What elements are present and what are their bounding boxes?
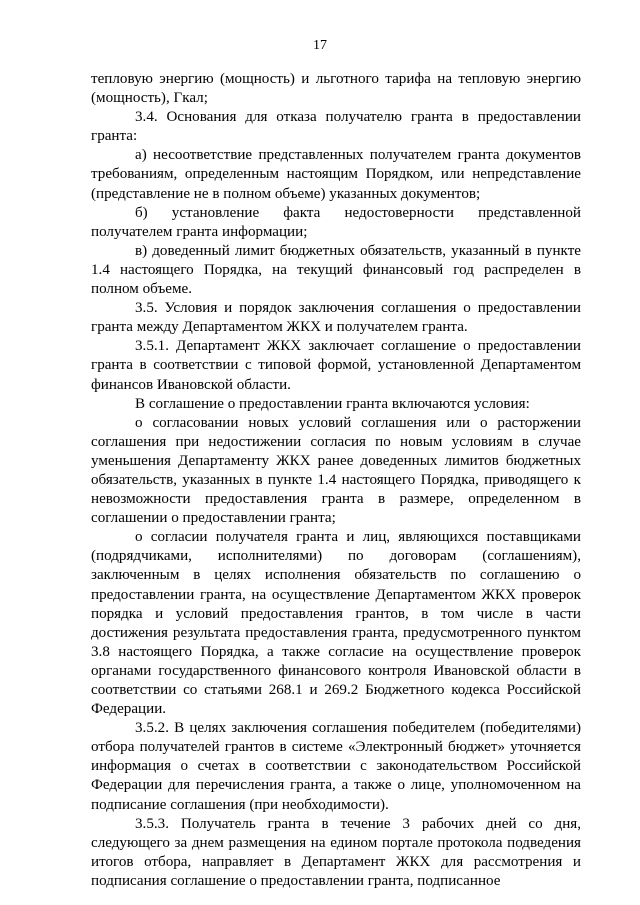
paragraph: б) установление факта недостоверности представленной получателем гранта информации; — [91, 204, 581, 240]
paragraph: 3.5.1. Департамент ЖКХ заключает соглашение о предоставлении гранта в соответствии с типовой формой, установленной Департаментом финансов Ивановской области. — [91, 338, 581, 393]
paragraph: о согласовании новых условий соглашения или о расторжении соглашения при недостижении согласия по новым условиям в случае уменьшения Департаменту ЖКХ ранее доведенных лимитов бюджетных обязательств, указанных в пункте 1.4 настоящего Порядка, приводящего к невозможности предоставления гранта в размере, определенном в соглашении о предоставлении гранта; — [91, 414, 581, 527]
paragraph: в) доведенный лимит бюджетных обязательств, указанный в пункте 1.4 настоящего Порядка, на текущий финансовый год распределен в полном объеме. — [91, 242, 581, 298]
page-number: 17 — [313, 38, 327, 53]
paragraph: а) несоответствие представленных получателем гранта документов требованиям, определенным настоящим Порядком, или непредставление (представление не в полном объеме) указанных документов; — [91, 147, 581, 202]
paragraph: 3.5.2. В целях заключения соглашения победителем (победителями) отбора получателей грантов в системе «Электронный бюджет» уточняется информация о счетах в соответствии с законодательством Российской Федерации для перечисления гранта, а также о лице, уполномоченном на подписание соглашения (при необходимости). — [91, 720, 581, 813]
paragraph: В соглашение о предоставлении гранта включаются условия: — [135, 395, 530, 412]
paragraph: 3.5. Условия и порядок заключения соглашения о предоставлении гранта между Департаментом ЖКХ и получателем гранта. — [91, 300, 581, 336]
document-body — [91, 70, 581, 891]
paragraph: о согласии получателя гранта и лиц, являющихся поставщиками (подрядчиками, исполнителями) по договорам (соглашениям), заключенным в целях исполнения обязательств по соглашению о предоставлении гранта, на осуществление Департаментом ЖКХ проверок порядка и условий предоставления грантов, в том числе в части достижения результата предоставления гранта, предусмотренного пунктом 3.8 настоящего Порядка, а также согласие на осуществление проверок органами государственного финансового контроля Ивановской области в соответствии со статьями 268.1 и 269.2 Бюджетного кодекса Российской Федерации. — [91, 529, 581, 718]
paragraph: 3.5.3. Получатель гранта в течение 3 рабочих дней со дня, следующего за днем размещения на едином портале протокола подведения итогов отбора, направляет в Департамент ЖКХ для рассмотрения и подписания соглашение о предоставлении гранта, подписанное — [91, 815, 581, 889]
paragraph: тепловую энергию (мощность) и льготного тарифа на тепловую энергию (мощность), Гкал; — [91, 71, 581, 107]
paragraph: 3.4. Основания для отказа получателю гранта в предоставлении гранта: — [91, 109, 581, 145]
